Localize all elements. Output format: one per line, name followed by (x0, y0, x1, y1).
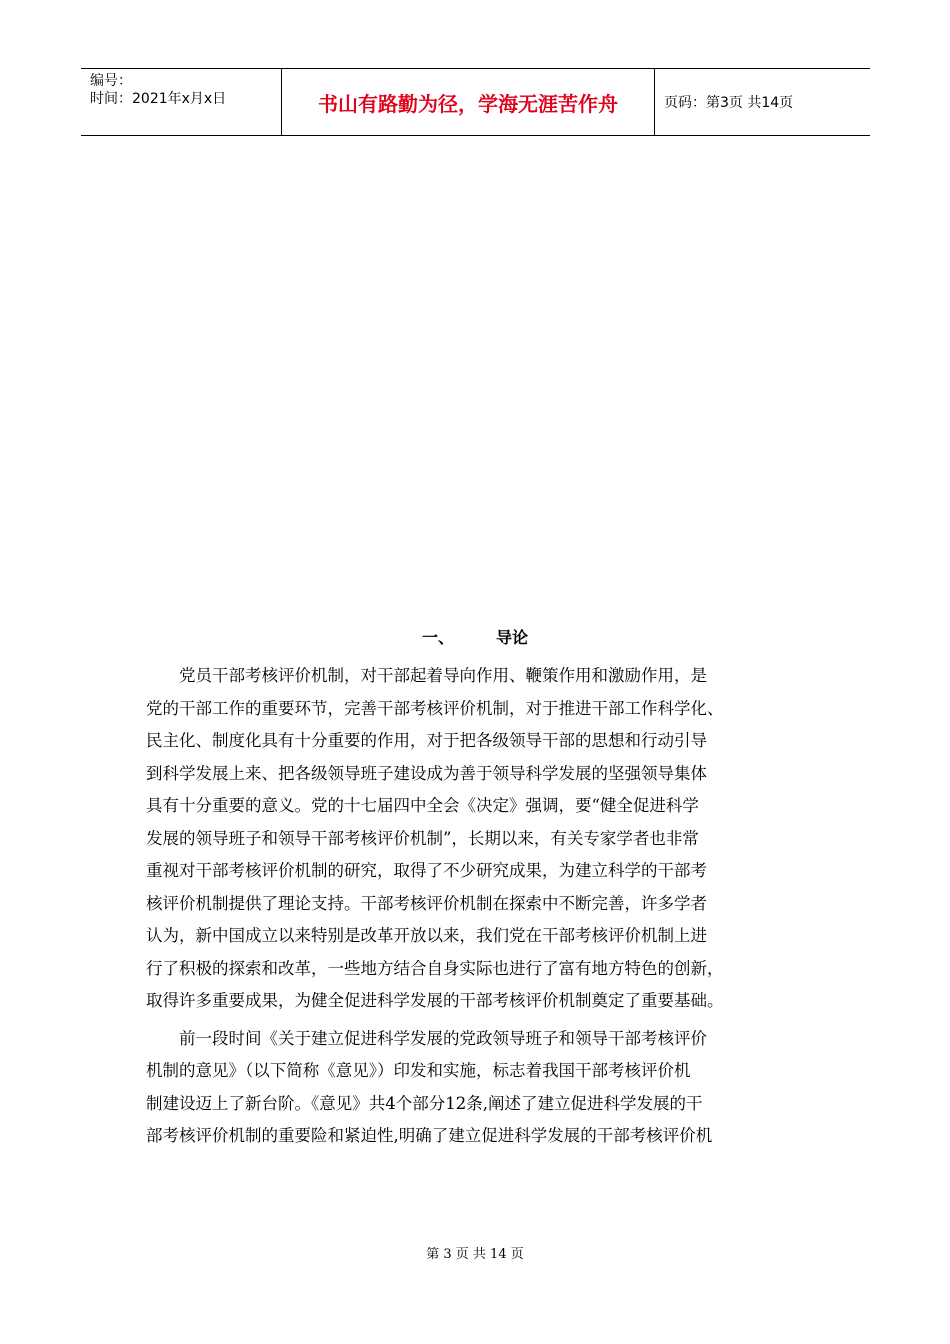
section-number: 一、 (421, 628, 454, 647)
text-line: 前一段时间《关于建立促进科学发展的党政领导班子和领导干部考核评价 (146, 1028, 707, 1048)
paragraph-1 (146, 660, 810, 1018)
text-line: 发展的领导班子和领导干部考核评价机制”，长期以来，有关专家学者也非常 (146, 828, 699, 848)
document-header (81, 68, 870, 136)
text-line: 核评价机制提供了理论支持。干部考核评价机制在探索中不断完善，许多学者 (146, 893, 707, 913)
page-footer (0, 1246, 950, 1264)
paragraph-2 (146, 1023, 810, 1153)
text-line: 到科学发展上来、把各级领导班子建设成为善于领导科学发展的坚强领导集体 (146, 763, 707, 783)
header-motto-cell (282, 69, 655, 135)
text-line: 制建设迈上了新台阶。《意见》共4个部分12条,阐述了建立促进科学发展的干 (146, 1093, 703, 1113)
header-page-cell (655, 69, 870, 135)
footer-page-number: 第 3 页 共 14 页 (426, 1247, 524, 1262)
number-label: 编号： (90, 73, 132, 89)
body-text (146, 660, 810, 1153)
text-line: 重视对干部考核评价机制的研究，取得了不少研究成果，为建立科学的干部考 (146, 861, 707, 880)
section-title: 导论 (496, 628, 529, 647)
time-label: 时间：2021年x月x日 (90, 91, 227, 107)
header-meta-cell (81, 69, 282, 135)
text-line: 机制的意见》（以下简称《意见》）印发和实施，标志着我国干部考核评价机 (146, 1061, 691, 1080)
text-line: 党员干部考核评价机制，对干部起着导向作用、鞭策作用和激励作用，是 (146, 666, 707, 685)
section-heading (0, 626, 950, 650)
text-line: 民主化、制度化具有十分重要的作用，对于把各级领导干部的思想和行动引导 (146, 731, 707, 750)
text-line: 取得许多重要成果，为健全促进科学发展的干部考核评价机制奠定了重要基础。 (146, 991, 724, 1010)
motto-text: 书山有路勤为径，学海无涯苦作舟 (318, 91, 618, 116)
text-line: 认为，新中国成立以来特别是改革开放以来，我们党在干部考核评价机制上进 (146, 926, 707, 945)
text-line: 部考核评价机制的重要险和紧迫性,明确了建立促进科学发展的干部考核评价机 (146, 1126, 713, 1145)
text-line: 行了积极的探索和改革，一些地方结合自身实际也进行了富有地方特色的创新， (146, 958, 724, 978)
page-info: 页码：第3页 共14页 (664, 95, 794, 111)
text-line: 具有十分重要的意义。党的十七届四中全会《决定》强调，要“健全促进科学 (146, 796, 699, 815)
text-line: 党的干部工作的重要环节，完善干部考核评价机制，对于推进干部工作科学化、 (146, 698, 724, 718)
